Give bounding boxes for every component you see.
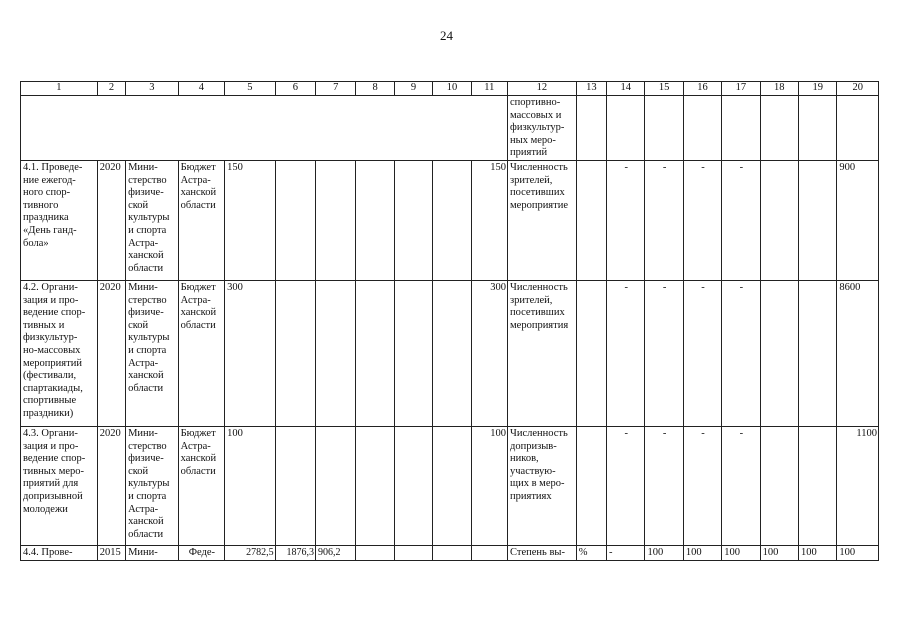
cell-text-line: и спорта: [128, 224, 167, 236]
cell-text-line: но-массовых: [23, 344, 81, 356]
value-cell: 100: [645, 546, 683, 561]
value-cell: 1876,3: [275, 546, 315, 561]
cell-text-line: Бюджет: [180, 282, 216, 293]
activity-cell: [21, 161, 98, 281]
cell-text-line: допризывной: [23, 490, 83, 502]
cell-text-line: зрителей,: [510, 294, 553, 306]
value-cell: -: [722, 427, 760, 546]
cell-text-line: ской: [128, 465, 149, 477]
activity-cell: [21, 281, 98, 427]
cell-text-line: области: [180, 319, 216, 331]
cell-text-line: Мини-: [128, 547, 158, 558]
cell-text-line: приятий: [510, 147, 548, 159]
header-cell: 6: [275, 82, 315, 96]
cell-text-line: и спорта: [128, 490, 167, 502]
continuation-blank-cell: [21, 96, 508, 161]
value-cell: [356, 546, 394, 561]
cell-text-line: тивного: [23, 199, 59, 211]
cell-text-line: спартакиады,: [23, 382, 83, 394]
cell-text-line: 4.3. Органи-: [23, 428, 78, 439]
indicator-cell: [508, 546, 577, 561]
value-cell: -: [607, 546, 645, 561]
header-cell: 19: [799, 82, 837, 96]
continuation-indicator-cell: [508, 96, 577, 161]
value-cell: [275, 427, 315, 546]
cell-text-line: приятий для: [23, 478, 79, 490]
cell-text-line: области: [128, 382, 164, 394]
cell-text-line: бола»: [23, 237, 49, 249]
value-cell: -: [722, 281, 760, 427]
cell-text-line: области: [180, 199, 216, 211]
target-value-cell: 900: [837, 161, 879, 281]
empty-cell: [799, 96, 837, 161]
value-cell: -: [683, 161, 721, 281]
cell-text-line: спортивно-: [510, 97, 561, 108]
total-cell: 150: [225, 161, 276, 281]
executor-cell: [126, 427, 179, 546]
value-cell: 100: [471, 427, 507, 546]
header-cell: 18: [760, 82, 798, 96]
cell-text-line: Феде-: [188, 547, 216, 558]
cell-text-line: физкультур-: [510, 122, 565, 134]
unit-cell: [576, 427, 606, 546]
header-cell: 1: [21, 82, 98, 96]
cell-text-line: Степень вы-: [510, 547, 565, 558]
cell-text-line: праздника: [23, 212, 69, 224]
value-cell: 150: [471, 161, 507, 281]
header-cell: 8: [356, 82, 394, 96]
cell-text-line: 4.4. Прове-: [23, 547, 73, 558]
cell-text-line: мероприятия: [510, 319, 569, 331]
value-cell: 906,2: [316, 546, 356, 561]
indicator-cell: [508, 161, 577, 281]
cell-text-line: (фестивали,: [23, 370, 77, 382]
cell-text-line: зация и про-: [23, 440, 79, 452]
cell-text-line: ведение спор-: [23, 307, 86, 319]
year-cell: 2020: [97, 161, 125, 281]
header-cell: 10: [433, 82, 471, 96]
cell-text-line: стерство: [128, 440, 167, 452]
cell-text-line: «День ганд-: [23, 224, 77, 236]
cell-text-line: ханской: [180, 307, 217, 319]
year-cell: 2020: [97, 427, 125, 546]
cell-text-line: ного спор-: [23, 187, 71, 199]
header-cell: 12: [508, 82, 577, 96]
header-cell: 17: [722, 82, 760, 96]
cell-text-line: Астра-: [180, 440, 211, 452]
activity-cell: [21, 427, 98, 546]
target-value-cell: 8600: [837, 281, 879, 427]
value-cell: [356, 427, 394, 546]
empty-cell: [722, 96, 760, 161]
cell-text-line: Астра-: [180, 294, 211, 306]
executor-cell: [126, 161, 179, 281]
value-cell: [799, 281, 837, 427]
value-cell: -: [607, 281, 645, 427]
cell-text-line: ведение спор-: [23, 453, 86, 465]
header-cell: 3: [126, 82, 179, 96]
cell-text-line: физкультур-: [23, 332, 78, 344]
value-cell: 100: [799, 546, 837, 561]
header-cell: 4: [178, 82, 224, 96]
value-cell: -: [645, 281, 683, 427]
cell-text-line: тивных и: [23, 319, 65, 331]
header-row: [21, 82, 879, 96]
empty-cell: [607, 96, 645, 161]
table-row: [21, 427, 879, 546]
cell-text-line: посетивших: [510, 187, 565, 199]
cell-text-line: Мини-: [128, 282, 158, 293]
value-cell: 100: [722, 546, 760, 561]
cell-text-line: Численность: [510, 428, 568, 439]
cell-text-line: Астра-: [180, 174, 211, 186]
program-table: [20, 81, 879, 561]
cell-text-line: ханской: [180, 187, 217, 199]
header-cell: 15: [645, 82, 683, 96]
value-cell: [275, 161, 315, 281]
cell-text-line: области: [128, 528, 164, 540]
cell-text-line: культуры: [128, 478, 170, 490]
header-cell: 20: [837, 82, 879, 96]
cell-text-line: молодежи: [23, 503, 68, 515]
cell-text-line: физиче-: [128, 453, 164, 465]
value-cell: 100: [760, 546, 798, 561]
value-cell: [760, 427, 798, 546]
cell-text-line: Астра-: [128, 357, 159, 369]
cell-text-line: ской: [128, 319, 149, 331]
cell-text-line: Бюджет: [180, 162, 216, 173]
value-cell: [394, 546, 432, 561]
value-cell: [433, 427, 471, 546]
target-value-cell: 1100: [837, 427, 879, 546]
header-cell: 11: [471, 82, 507, 96]
value-cell: [760, 281, 798, 427]
value-cell: [316, 161, 356, 281]
value-cell: 100: [683, 546, 721, 561]
cell-text-line: зация и про-: [23, 294, 79, 306]
indicator-cell: [508, 281, 577, 427]
value-cell: 300: [471, 281, 507, 427]
table-row: [21, 281, 879, 427]
indicator-cell: [508, 427, 577, 546]
cell-text-line: Мини-: [128, 162, 158, 173]
cell-text-line: ханской: [180, 453, 217, 465]
cell-text-line: физиче-: [128, 307, 164, 319]
cell-text-line: участвую-: [510, 465, 556, 477]
unit-cell: [576, 161, 606, 281]
page-number: 24: [440, 28, 453, 43]
cell-text-line: ных меро-: [510, 134, 556, 146]
cell-text-line: Бюджет: [180, 428, 216, 439]
cell-text-line: физиче-: [128, 187, 164, 199]
value-cell: [799, 427, 837, 546]
cell-text-line: стерство: [128, 174, 167, 186]
cell-text-line: Численность: [510, 162, 568, 173]
cell-text-line: области: [180, 465, 216, 477]
target-value-cell: 100: [837, 546, 879, 561]
value-cell: -: [645, 161, 683, 281]
header-cell: 16: [683, 82, 721, 96]
cell-text-line: Численность: [510, 282, 568, 293]
header-cell: 2: [97, 82, 125, 96]
empty-cell: [683, 96, 721, 161]
cell-text-line: ние ежегод-: [23, 174, 76, 186]
cell-text-line: тивных меро-: [23, 465, 85, 477]
cell-text-line: культуры: [128, 332, 170, 344]
cell-text-line: посетивших: [510, 307, 565, 319]
table-row: [21, 161, 879, 281]
value-cell: [799, 161, 837, 281]
year-cell: 2015: [97, 546, 125, 561]
value-cell: -: [607, 161, 645, 281]
cell-text-line: приятиях: [510, 490, 552, 502]
unit-cell: %: [576, 546, 606, 561]
source-cell: [178, 281, 224, 427]
cell-text-line: культуры: [128, 212, 170, 224]
cell-text-line: допризыв-: [510, 440, 557, 452]
value-cell: [275, 281, 315, 427]
cell-text-line: спортивные: [23, 395, 77, 407]
cell-text-line: Мини-: [128, 428, 158, 439]
cell-text-line: мероприятий: [23, 357, 82, 369]
cell-text-line: массовых и: [510, 109, 562, 121]
value-cell: -: [683, 427, 721, 546]
cell-text-line: Астра-: [128, 237, 159, 249]
value-cell: [433, 281, 471, 427]
value-cell: [316, 427, 356, 546]
value-cell: -: [722, 161, 760, 281]
value-cell: [760, 161, 798, 281]
source-cell: [178, 427, 224, 546]
header-cell: 14: [607, 82, 645, 96]
value-cell: -: [683, 281, 721, 427]
value-cell: [433, 161, 471, 281]
value-cell: -: [645, 427, 683, 546]
total-cell: 2782,5: [225, 546, 276, 561]
year-cell: 2020: [97, 281, 125, 427]
cell-text-line: 4.2. Органи-: [23, 282, 78, 293]
cell-text-line: и спорта: [128, 344, 167, 356]
value-cell: [356, 281, 394, 427]
empty-cell: [837, 96, 879, 161]
value-cell: [316, 281, 356, 427]
value-cell: [471, 546, 507, 561]
value-cell: [394, 281, 432, 427]
empty-cell: [760, 96, 798, 161]
cell-text-line: ханской: [128, 370, 164, 382]
value-cell: [433, 546, 471, 561]
empty-cell: [576, 96, 606, 161]
header-cell: 7: [316, 82, 356, 96]
cell-text-line: ской: [128, 199, 149, 211]
value-cell: [356, 161, 394, 281]
continuation-row: [21, 96, 879, 161]
header-cell: 5: [225, 82, 276, 96]
header-cell: 13: [576, 82, 606, 96]
table-row: [21, 546, 879, 561]
executor-cell: [126, 281, 179, 427]
cell-text-line: ханской: [128, 250, 164, 262]
cell-text-line: щих в меро-: [510, 478, 565, 490]
cell-text-line: ханской: [128, 516, 164, 528]
cell-text-line: мероприятие: [510, 199, 569, 211]
value-cell: -: [607, 427, 645, 546]
executor-cell: [126, 546, 179, 561]
source-cell: [178, 161, 224, 281]
empty-cell: [645, 96, 683, 161]
cell-text-line: праздники): [23, 407, 74, 419]
cell-text-line: стерство: [128, 294, 167, 306]
header-cell: 9: [394, 82, 432, 96]
value-cell: [394, 161, 432, 281]
activity-cell: [21, 546, 98, 561]
source-cell: [178, 546, 224, 561]
cell-text-line: зрителей,: [510, 174, 553, 186]
total-cell: 300: [225, 281, 276, 427]
value-cell: [394, 427, 432, 546]
cell-text-line: Астра-: [128, 503, 159, 515]
total-cell: 100: [225, 427, 276, 546]
cell-text-line: ников,: [510, 453, 539, 465]
unit-cell: [576, 281, 606, 427]
cell-text-line: области: [128, 262, 164, 274]
cell-text-line: 4.1. Проведе-: [23, 162, 83, 173]
